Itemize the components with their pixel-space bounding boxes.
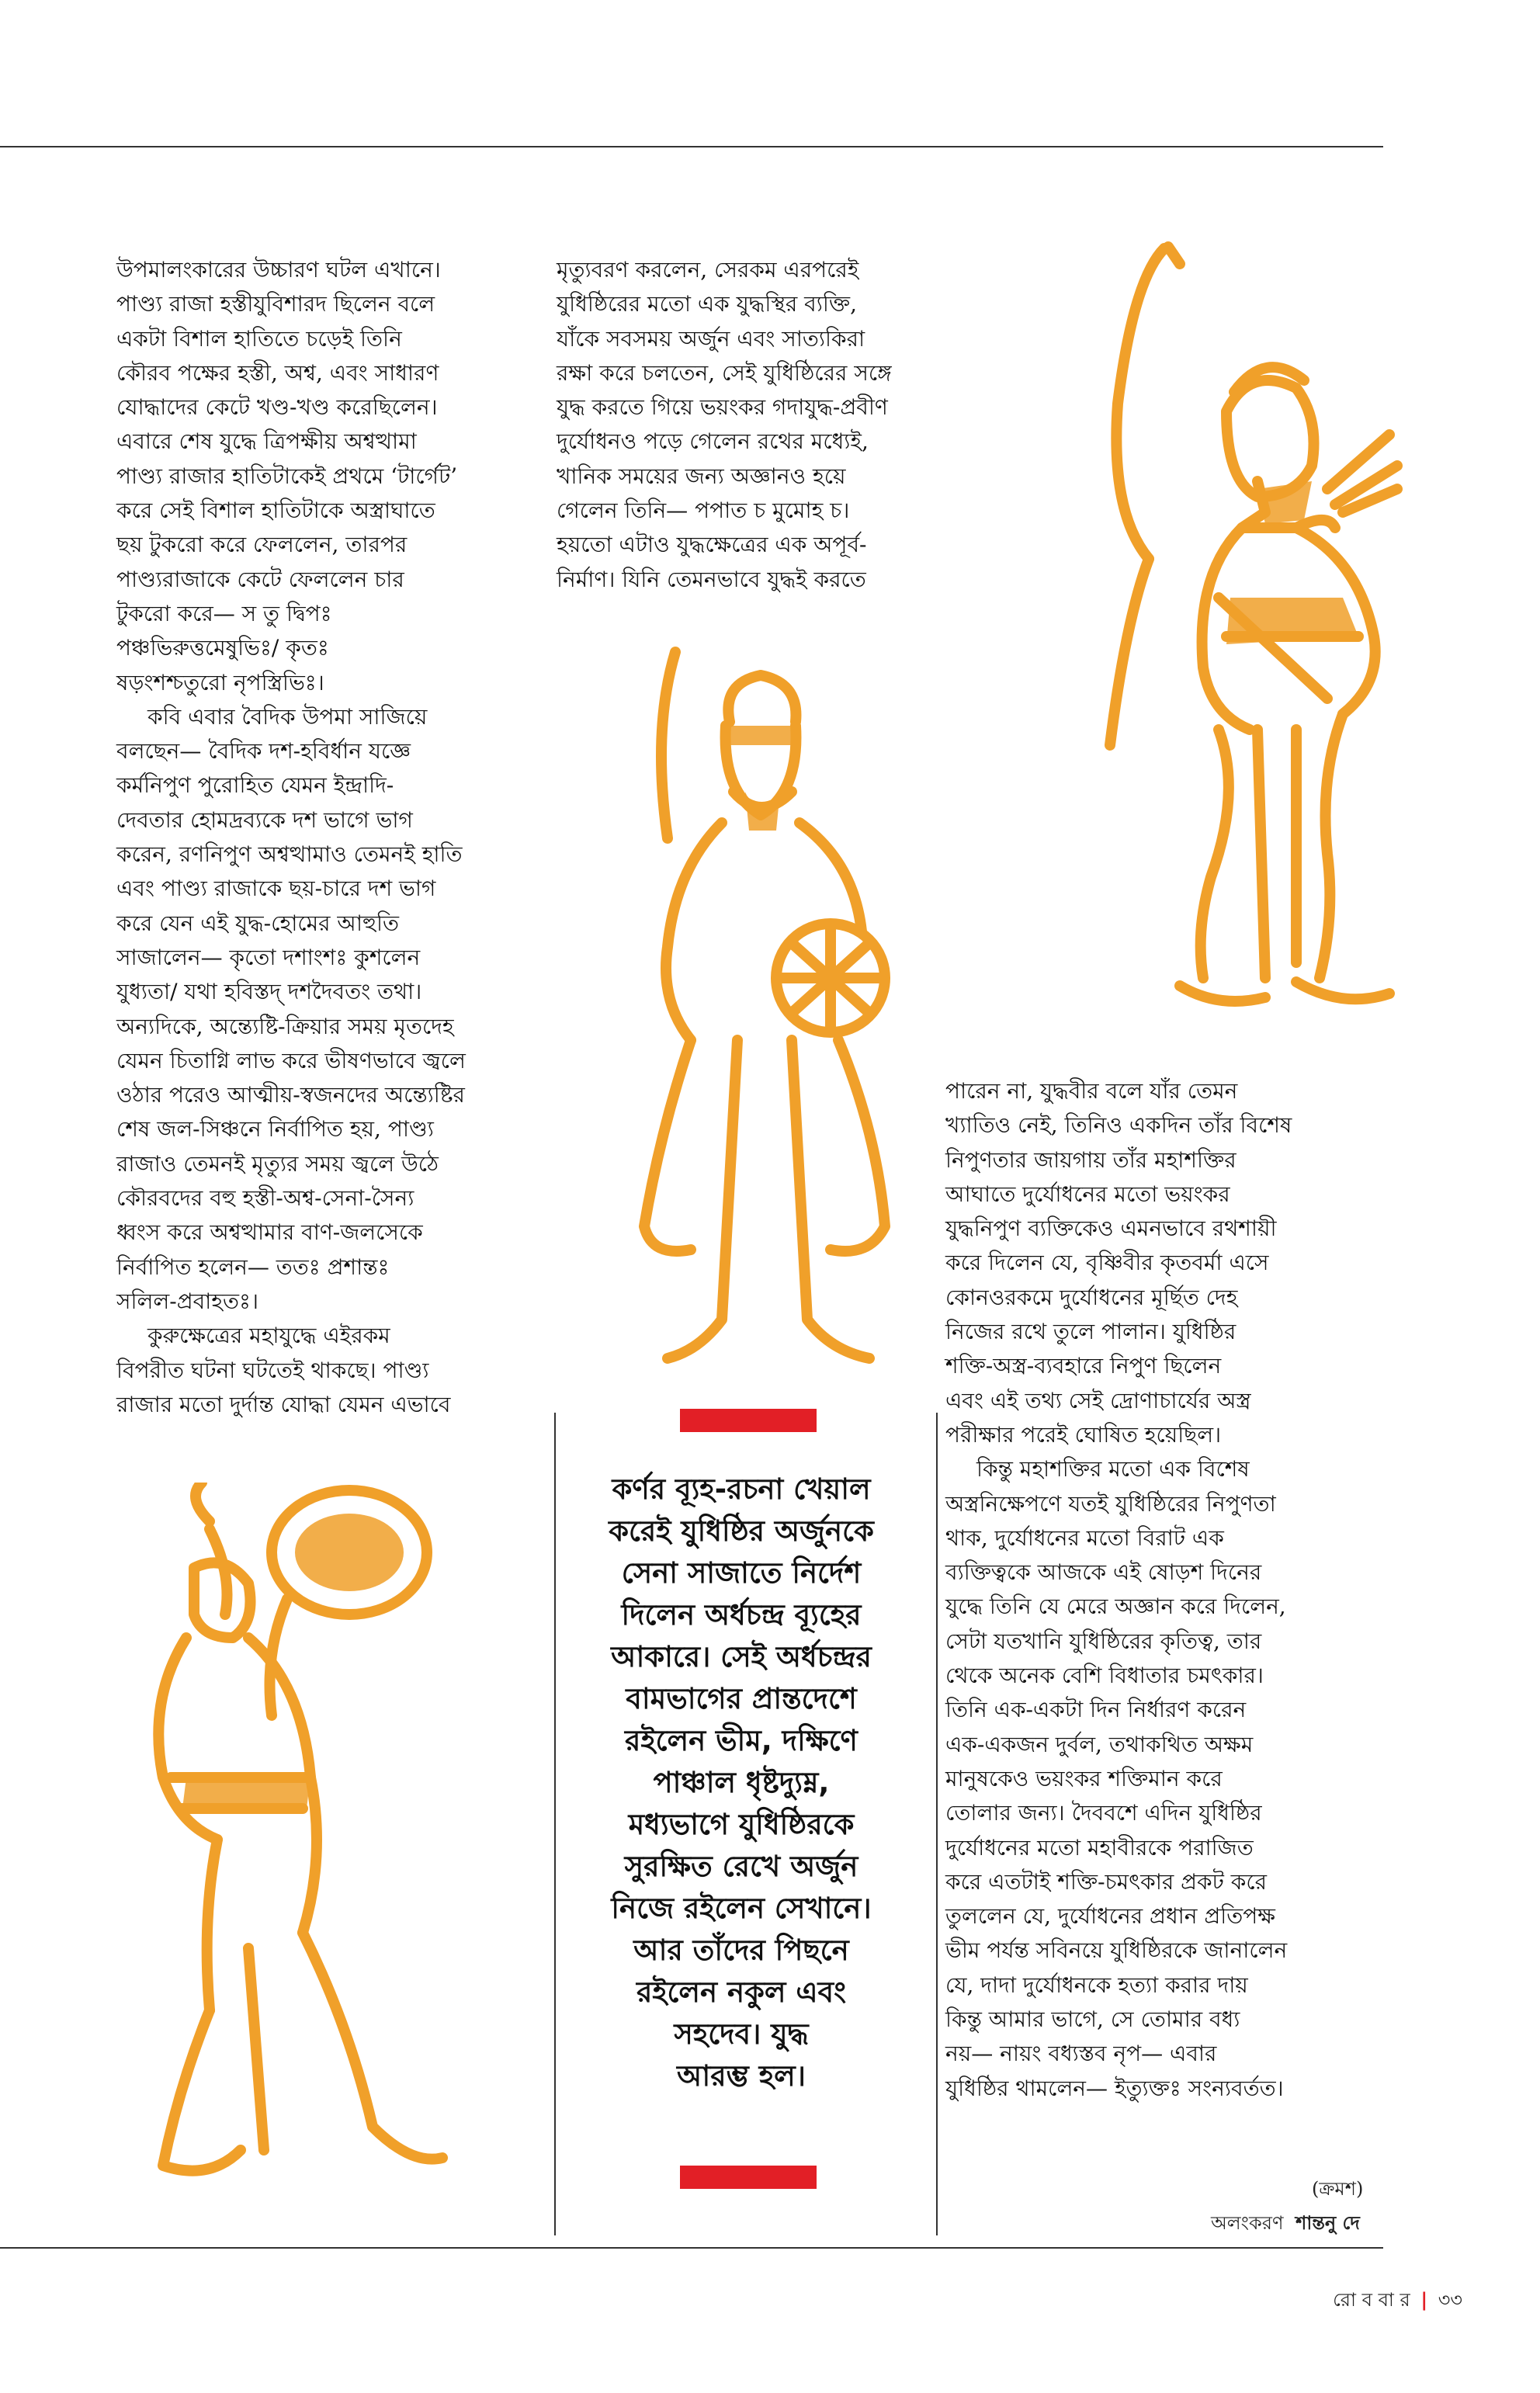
text-line: পঞ্চভিরুত্তমেষুভিঃ/ কৃতঃ bbox=[116, 635, 329, 661]
text-line: যে, দাদা দুর্যোধনকে হত্যা করার দায় bbox=[945, 1972, 1248, 1998]
text-line: পাণ্ড্যরাজাকে কেটে ফেললেন চার bbox=[116, 566, 404, 592]
column-right bbox=[945, 1074, 1292, 2106]
text-line: পাণ্ড্য রাজা হস্তীযুবিশারদ ছিলেন বলে bbox=[116, 291, 435, 317]
text-line: ভীম পর্যন্ত সবিনয়ে যুধিষ্ঠিরকে জানালেন bbox=[945, 1937, 1288, 1964]
text-line: করে যেন এই যুদ্ধ-হোমের আহুতি bbox=[116, 910, 399, 936]
warrior-with-mace-icon bbox=[116, 1483, 505, 2220]
illustration-credit bbox=[1211, 2209, 1360, 2240]
paragraph bbox=[116, 253, 466, 700]
text-line: থাক, দুর্যোধনের মতো বিরাট এক bbox=[945, 1524, 1224, 1551]
text-line: কবি এবার বৈদিক উপমা সাজিয়ে bbox=[147, 703, 428, 730]
text-line: পাণ্ড্য রাজার হাতিটাকেই প্রথমে ‘টার্গেট’ bbox=[116, 463, 458, 489]
pull-quote-line: আকারে। সেই অর্ধচন্দ্রর bbox=[611, 1640, 872, 1673]
text-line: ব্যক্তিত্বকে আজকে এই ষোড়শ দিনের bbox=[945, 1559, 1262, 1586]
pull-quote-line: রইলেন নকুল এবং bbox=[636, 1975, 847, 2009]
text-line: যাঁকে সবসময় অর্জুন এবং সাত্যকিরা bbox=[557, 325, 865, 352]
pull-quote-right-divider bbox=[936, 1413, 938, 2235]
text-line: যুদ্ধনিপুণ ব্যক্তিকেও এমনভাবে রথশায়ী bbox=[945, 1216, 1277, 1242]
text-line: কিন্তু আমার ভাগে, সে তোমার বধ্য bbox=[945, 2006, 1240, 2033]
text-line: যুধ্যতা/ যথা হবিস্তদ্ দশদৈবতং তথা। bbox=[116, 979, 422, 1005]
text-line: যেমন চিতাগ্নি লাভ করে ভীষণভাবে জ্বলে bbox=[116, 1047, 466, 1073]
text-line: ছয় টুকরো করে ফেললেন, তারপর bbox=[116, 532, 408, 558]
text-line: সলিল-প্রবাহতঃ। bbox=[116, 1288, 258, 1314]
text-line: যুধিষ্ঠিরের মতো এক যুদ্ধস্থির ব্যক্তি, bbox=[557, 291, 857, 317]
pull-quote-left-divider bbox=[554, 1413, 556, 2235]
text-line: শক্তি-অস্ত্র-ব্যবহারে নিপুণ ছিলেন bbox=[945, 1353, 1222, 1379]
text-line: করে এতটাই শক্তি-চমৎকার প্রকট করে bbox=[945, 1868, 1268, 1895]
pull-quote-line: আর তাঁদের পিছনে bbox=[633, 1933, 849, 1967]
text-line: বিপরীত ঘটনা ঘটতেই থাকছে। পাণ্ড্য bbox=[116, 1357, 429, 1383]
text-line: করে সেই বিশাল হাতিটাকে অস্ত্রাঘাতে bbox=[116, 498, 435, 524]
text-line: গেলেন তিনি— পপাত চ মুমোহ চ। bbox=[557, 498, 850, 524]
text-line: দুর্যোধনও পড়ে গেলেন রথের মধ্যেই, bbox=[557, 428, 869, 455]
credit-name: শান্তনু দে bbox=[1295, 2211, 1360, 2234]
text-line: সেটা যতখানি যুধিষ্ঠিরের কৃতিত্ব, তার bbox=[945, 1628, 1262, 1654]
text-line: খ্যাতিও নেই, তিনিও একদিন তাঁর বিশেষ bbox=[945, 1112, 1292, 1139]
continued-note: (ক্রমশ) bbox=[1312, 2178, 1364, 2200]
text-line: কুরুক্ষেত্রের মহাযুদ্ধে এইরকম bbox=[147, 1323, 390, 1349]
paragraph bbox=[116, 1319, 466, 1422]
page-number: ৩৩ bbox=[1438, 2289, 1462, 2311]
paragraph bbox=[945, 1074, 1292, 1452]
pull-quote-line: সহদেব। যুদ্ধ bbox=[674, 2017, 809, 2051]
text-line: আঘাতে দুর্যোধনের মতো ভয়ংকর bbox=[945, 1181, 1230, 1207]
text-line: উপমালংকারের উচ্চারণ ঘটল এখানে। bbox=[116, 257, 441, 283]
pull-quote-line: আরম্ভ হল। bbox=[677, 2059, 806, 2093]
pull-quote-line: কর্ণর ব্যূহ-রচনা খেয়াল bbox=[612, 1472, 871, 1506]
text-line: পরীক্ষার পরেই ঘোষিত হয়েছিল। bbox=[945, 1421, 1222, 1448]
pull-quote-line: নিজে রইলেন সেখানে। bbox=[611, 1892, 872, 1925]
pull-quote bbox=[567, 1469, 916, 2097]
text-line: রক্ষা করে চলতেন, সেই যুধিষ্ঠিরের সঙ্গে bbox=[557, 359, 892, 386]
text-line: ধ্বংস করে অশ্বত্থামার বাণ-জলসেকে bbox=[116, 1219, 423, 1246]
header-rule bbox=[0, 146, 1383, 147]
text-line: রাজার মতো দুর্দান্ত যোদ্ধা যেমন এভাবে bbox=[116, 1391, 451, 1417]
pull-quote-line: দিলেন অর্ধচন্দ্র ব্যূহের bbox=[621, 1598, 862, 1632]
text-line: দেবতার হোমদ্রব্যকে দশ ভাগে ভাগ bbox=[116, 806, 413, 833]
text-line: এক-একজন দুর্বল, তথাকথিত অক্ষম bbox=[945, 1731, 1254, 1757]
text-line: অস্ত্রনিক্ষেপণে যতই যুধিষ্ঠিরের নিপুণতা bbox=[945, 1490, 1276, 1517]
warrior-with-sword-shield-icon bbox=[605, 636, 916, 1382]
text-line: টুকরো করে— স তু দ্বিপঃ bbox=[116, 600, 332, 626]
text-line: নির্বাপিত হলেন— ততঃ প্রশান্তঃ bbox=[116, 1254, 390, 1280]
paragraph bbox=[945, 1452, 1292, 2106]
text-line: মানুষকেও ভয়ংকর শক্তিমান করে bbox=[945, 1765, 1223, 1791]
text-line: এবং এই তথ্য সেই দ্রোণাচার্যের অস্ত্র bbox=[945, 1387, 1251, 1413]
text-line: শেষ জল-সিঞ্চনে নির্বাপিত হয়, পাণ্ড্য bbox=[116, 1116, 434, 1143]
text-line: কিন্তু মহাশক্তির মতো এক বিশেষ bbox=[976, 1456, 1250, 1483]
pull-quote-line: করেই যুধিষ্ঠির অর্জুনকে bbox=[609, 1514, 874, 1548]
text-line: হয়তো এটাও যুদ্ধক্ষেত্রের এক অপূর্ব- bbox=[557, 532, 867, 558]
text-line: সাজালেন— কৃতো দশাংশঃ কুশলেন bbox=[116, 944, 421, 970]
text-line: যুধিষ্ঠির থামলেন— ইত্যুক্তঃ সংন্যবর্তত। bbox=[945, 2075, 1284, 2101]
text-line: কর্মনিপুণ পুরোহিত যেমন ইন্দ্রাদি- bbox=[116, 772, 394, 799]
pull-quote-top-bar bbox=[680, 1409, 817, 1432]
text-line: যোদ্ধাদের কেটে খণ্ড-খণ্ড করেছিলেন। bbox=[116, 394, 438, 421]
text-line: নির্মাণ। যিনি তেমনভাবে যুদ্ধই করতে bbox=[557, 566, 866, 592]
text-line: তুললেন যে, দুর্যোধনের প্রধান প্রতিপক্ষ bbox=[945, 1903, 1275, 1930]
pull-quote-line: সুরক্ষিত রেখে অর্জুন bbox=[624, 1850, 858, 1883]
page-footer bbox=[1333, 2286, 1462, 2317]
footer-rule bbox=[0, 2247, 1383, 2249]
column-middle bbox=[557, 253, 892, 597]
text-line: কোনওরকমে দুর্যোধনের মূর্ছিত দেহ bbox=[945, 1284, 1238, 1310]
text-line: যুদ্ধে তিনি যে মেরে অজ্ঞান করে দিলেন, bbox=[945, 1594, 1286, 1620]
footer-separator: | bbox=[1420, 2289, 1428, 2311]
column-left bbox=[116, 253, 466, 1422]
text-line: ষড়ংশশ্চতুরো নৃপস্ত্রিভিঃ। bbox=[116, 669, 324, 695]
text-line: খানিক সময়ের জন্য অজ্ঞানও হয়ে bbox=[557, 463, 846, 489]
paragraph bbox=[116, 700, 466, 1319]
text-line: কৌরবদের বহু হস্তী-অশ্ব-সেনা-সৈন্য bbox=[116, 1185, 414, 1212]
text-line: ওঠার পরেও আত্মীয়-স্বজনদের অন্ত্যেষ্টির bbox=[116, 1082, 465, 1108]
text-line: তোলার জন্য। দৈববশে এদিন যুধিষ্ঠির bbox=[945, 1800, 1262, 1826]
text-line: তিনি এক-একটা দিন নির্ধারণ করেন bbox=[945, 1697, 1247, 1723]
text-line: রাজাও তেমনই মৃত্যুর সময় জ্বলে উঠে bbox=[116, 1150, 439, 1177]
text-line: কৌরব পক্ষের হস্তী, অশ্ব, এবং সাধারণ bbox=[116, 359, 439, 386]
pull-quote-line: সেনা সাজাতে নির্দেশ bbox=[621, 1556, 862, 1590]
credit-label: অলংকরণ bbox=[1211, 2212, 1284, 2234]
warrior-with-bow-icon bbox=[1063, 233, 1405, 1032]
text-line: থেকে অনেক বেশি বিধাতার চমৎকার। bbox=[945, 1663, 1264, 1689]
text-line: নিজের রথে তুলে পালান। যুধিষ্ঠির bbox=[945, 1319, 1237, 1345]
text-line: দুর্যোধনের মতো মহাবীরকে পরাজিত bbox=[945, 1834, 1254, 1861]
pull-quote-line: বামভাগের প্রান্তদেশে bbox=[626, 1682, 857, 1715]
text-line: অন্যদিকে, অন্ত্যেষ্টি-ক্রিয়ার সময় মৃতদেহ bbox=[116, 1013, 454, 1039]
magazine-name: রো ব বা র bbox=[1333, 2289, 1410, 2311]
text-line: পারেন না, যুদ্ধবীর বলে যাঁর তেমন bbox=[945, 1078, 1238, 1104]
text-line: যুদ্ধ করতে গিয়ে ভয়ংকর গদাযুদ্ধ-প্রবীণ bbox=[557, 394, 888, 421]
text-line: নয়— নায়ং বধ্যস্তব নৃপ— এবার bbox=[945, 2041, 1217, 2067]
text-line: মৃত্যুবরণ করলেন, সেরকম এরপরেই bbox=[557, 257, 859, 283]
pull-quote-line: রইলেন ভীম, দক্ষিণে bbox=[625, 1724, 858, 1757]
pull-quote-bottom-bar bbox=[680, 2166, 817, 2189]
text-line: এবারে শেষ যুদ্ধে ত্রিপক্ষীয় অশ্বত্থামা bbox=[116, 428, 417, 455]
text-line: করেন, রণনিপুণ অশ্বত্থামাও তেমনই হাতি bbox=[116, 841, 463, 868]
text-line: বলছেন— বৈদিক দশ-হবির্ধান যজ্ঞে bbox=[116, 738, 411, 765]
text-line: একটা বিশাল হাতিতে চড়েই তিনি bbox=[116, 325, 402, 352]
pull-quote-line: পাঞ্চাল ধৃষ্টদ্যুম্ন, bbox=[653, 1766, 830, 1799]
text-line: করে দিলেন যে, বৃষ্ণিবীর কৃতবর্মা এসে bbox=[945, 1250, 1269, 1276]
text-line: নিপুণতার জায়গায় তাঁর মহাশক্তির bbox=[945, 1146, 1237, 1173]
pull-quote-line: মধ্যভাগে যুধিষ্ঠিরকে bbox=[628, 1808, 855, 1841]
text-line: এবং পাণ্ড্য রাজাকে ছয়-চারে দশ ভাগ bbox=[116, 876, 436, 902]
